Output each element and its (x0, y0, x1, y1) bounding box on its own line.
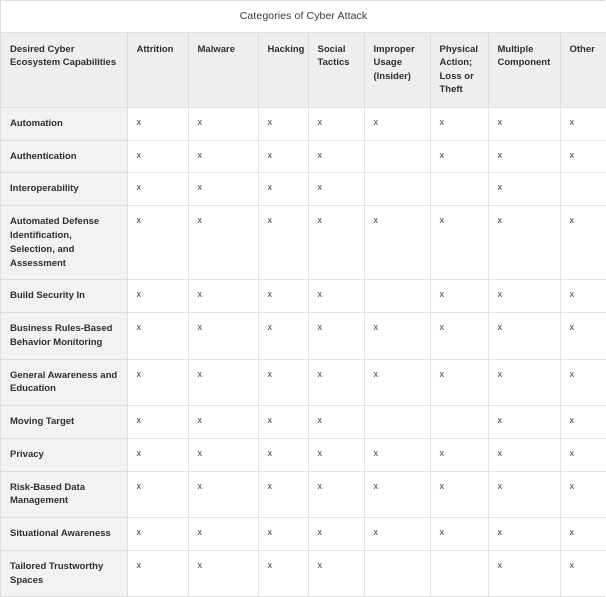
matrix-cell-marked (488, 406, 560, 439)
mark-x-icon: x (197, 368, 202, 379)
matrix-cell-marked (258, 406, 308, 439)
mark-x-icon: x (136, 322, 141, 333)
matrix-cell-marked (188, 313, 258, 360)
matrix-cell-marked (258, 140, 308, 173)
mark-x-icon: x (317, 116, 322, 127)
matrix-cell-marked (308, 471, 364, 518)
matrix-cell-marked (308, 438, 364, 471)
mark-x-icon: x (317, 149, 322, 160)
mark-x-icon: x (267, 559, 272, 570)
mark-x-icon: x (569, 289, 574, 300)
mark-x-icon: x (197, 527, 202, 538)
mark-x-icon: x (317, 322, 322, 333)
mark-x-icon: x (569, 215, 574, 226)
mark-x-icon: x (439, 527, 444, 538)
mark-x-icon: x (497, 215, 502, 226)
mark-x-icon: x (497, 149, 502, 160)
mark-x-icon: x (439, 116, 444, 127)
matrix-cell-marked (308, 359, 364, 406)
mark-x-icon: x (439, 447, 444, 458)
column-header-hacking: Hacking (258, 33, 308, 108)
matrix-cell-empty (430, 550, 488, 596)
mark-x-icon: x (267, 447, 272, 458)
mark-x-icon: x (497, 368, 502, 379)
row-header-moving-target: Moving Target (1, 406, 127, 439)
column-header-physical-action-loss-or-theft: Physical Action; Loss or Theft (430, 33, 488, 108)
matrix-cell-marked (430, 280, 488, 313)
matrix-cell-marked (308, 550, 364, 596)
row-header-risk-based-data-management: Risk-Based Data Management (1, 471, 127, 518)
matrix-cell-marked (308, 140, 364, 173)
matrix-cell-empty (364, 140, 430, 173)
mark-x-icon: x (497, 116, 502, 127)
matrix-cell-marked (364, 359, 430, 406)
matrix-cell-marked (127, 206, 188, 280)
matrix-cell-marked (188, 173, 258, 206)
matrix-cell-marked (127, 280, 188, 313)
matrix-cell-marked (127, 313, 188, 360)
column-header-malware: Malware (188, 33, 258, 108)
matrix-cell-marked (488, 471, 560, 518)
matrix-cell-empty (364, 280, 430, 313)
mark-x-icon: x (373, 480, 378, 491)
matrix-title-head (1, 1, 606, 33)
matrix-cell-marked (488, 140, 560, 173)
mark-x-icon: x (439, 149, 444, 160)
matrix-cell-marked (364, 107, 430, 140)
row-header-interoperability: Interoperability (1, 173, 127, 206)
matrix-cell-empty (430, 173, 488, 206)
mark-x-icon: x (267, 415, 272, 426)
matrix-cell-marked (188, 406, 258, 439)
matrix-title: Categories of Cyber Attack (1, 1, 606, 33)
matrix-cell-marked (560, 359, 606, 406)
mark-x-icon: x (497, 527, 502, 538)
matrix-cell-marked (258, 550, 308, 596)
mark-x-icon: x (197, 480, 202, 491)
mark-x-icon: x (267, 480, 272, 491)
matrix-cell-marked (430, 206, 488, 280)
table-row (1, 406, 606, 439)
matrix-cell-marked (188, 359, 258, 406)
matrix-cell-marked (430, 140, 488, 173)
matrix-cell-marked (560, 518, 606, 551)
matrix-cell-marked (364, 518, 430, 551)
matrix-cell-marked (488, 206, 560, 280)
mark-x-icon: x (317, 415, 322, 426)
matrix-cell-marked (488, 359, 560, 406)
matrix-cell-marked (188, 518, 258, 551)
mark-x-icon: x (197, 149, 202, 160)
matrix-column-header (1, 33, 606, 108)
matrix-cell-marked (560, 471, 606, 518)
matrix-cell-marked (308, 280, 364, 313)
mark-x-icon: x (197, 559, 202, 570)
matrix-cell-marked (258, 313, 308, 360)
mark-x-icon: x (569, 368, 574, 379)
matrix-cell-marked (560, 550, 606, 596)
mark-x-icon: x (136, 289, 141, 300)
row-header-situational-awareness: Situational Awareness (1, 518, 127, 551)
mark-x-icon: x (197, 447, 202, 458)
row-header-automated-defense-identification-selection-and-assessment: Automated Defense Identification, Selection, and Assessment (1, 206, 127, 280)
matrix-body (1, 107, 606, 596)
row-header-tailored-trustworthy-spaces: Tailored Trustworthy Spaces (1, 550, 127, 596)
mark-x-icon: x (439, 480, 444, 491)
matrix-cell-marked (188, 438, 258, 471)
mark-x-icon: x (497, 480, 502, 491)
mark-x-icon: x (439, 368, 444, 379)
mark-x-icon: x (317, 215, 322, 226)
matrix-cell-marked (430, 471, 488, 518)
column-header-improper-usage-insider: Improper Usage (Insider) (364, 33, 430, 108)
mark-x-icon: x (197, 116, 202, 127)
mark-x-icon: x (136, 527, 141, 538)
matrix-cell-empty (430, 406, 488, 439)
column-header-attrition: Attrition (127, 33, 188, 108)
row-header-column-title: Desired Cyber Ecosystem Capabilities (1, 33, 127, 108)
mark-x-icon: x (197, 322, 202, 333)
matrix-cell-marked (127, 438, 188, 471)
mark-x-icon: x (569, 559, 574, 570)
matrix-cell-marked (488, 518, 560, 551)
mark-x-icon: x (439, 322, 444, 333)
table-row (1, 107, 606, 140)
mark-x-icon: x (317, 289, 322, 300)
mark-x-icon: x (267, 215, 272, 226)
matrix-cell-empty (364, 173, 430, 206)
matrix-cell-marked (364, 313, 430, 360)
mark-x-icon: x (569, 447, 574, 458)
mark-x-icon: x (197, 415, 202, 426)
table-row (1, 206, 606, 280)
table-row (1, 471, 606, 518)
matrix-title-row (1, 1, 606, 33)
mark-x-icon: x (497, 415, 502, 426)
column-header-other: Other (560, 33, 606, 108)
matrix-cell-marked (560, 107, 606, 140)
matrix-cell-marked (258, 438, 308, 471)
mark-x-icon: x (197, 182, 202, 193)
mark-x-icon: x (136, 415, 141, 426)
row-header-build-security-in: Build Security In (1, 280, 127, 313)
matrix-cell-marked (560, 406, 606, 439)
matrix-cell-marked (308, 206, 364, 280)
matrix-cell-empty (560, 173, 606, 206)
matrix-cell-marked (560, 313, 606, 360)
mark-x-icon: x (267, 182, 272, 193)
matrix-cell-marked (258, 471, 308, 518)
matrix-cell-marked (488, 280, 560, 313)
mark-x-icon: x (317, 368, 322, 379)
mark-x-icon: x (497, 182, 502, 193)
matrix-cell-marked (308, 518, 364, 551)
mark-x-icon: x (317, 559, 322, 570)
mark-x-icon: x (569, 149, 574, 160)
matrix-cell-empty (364, 550, 430, 596)
row-header-automation: Automation (1, 107, 127, 140)
table-row (1, 280, 606, 313)
mark-x-icon: x (497, 289, 502, 300)
column-header-multiple-component: Multiple Component (488, 33, 560, 108)
mark-x-icon: x (136, 215, 141, 226)
matrix-cell-marked (308, 173, 364, 206)
mark-x-icon: x (373, 215, 378, 226)
matrix-cell-marked (188, 280, 258, 313)
mark-x-icon: x (317, 527, 322, 538)
mark-x-icon: x (267, 116, 272, 127)
mark-x-icon: x (136, 559, 141, 570)
table-row (1, 140, 606, 173)
matrix-cell-marked (258, 280, 308, 313)
row-header-business-rules-based-behavior-monitoring: Business Rules-Based Behavior Monitoring (1, 313, 127, 360)
matrix-cell-marked (127, 173, 188, 206)
mark-x-icon: x (317, 480, 322, 491)
mark-x-icon: x (136, 182, 141, 193)
mark-x-icon: x (569, 116, 574, 127)
matrix-cell-marked (188, 550, 258, 596)
matrix-cell-marked (258, 206, 308, 280)
matrix-cell-marked (560, 140, 606, 173)
mark-x-icon: x (373, 368, 378, 379)
mark-x-icon: x (439, 215, 444, 226)
matrix-cell-marked (488, 313, 560, 360)
mark-x-icon: x (569, 415, 574, 426)
matrix-cell-marked (127, 140, 188, 173)
matrix-cell-marked (430, 313, 488, 360)
mark-x-icon: x (136, 480, 141, 491)
mark-x-icon: x (569, 527, 574, 538)
column-header-social-tactics: Social Tactics (308, 33, 364, 108)
matrix-cell-marked (127, 471, 188, 518)
mark-x-icon: x (136, 368, 141, 379)
matrix-cell-marked (430, 107, 488, 140)
mark-x-icon: x (267, 527, 272, 538)
matrix-cell-marked (560, 206, 606, 280)
matrix-cell-marked (560, 438, 606, 471)
mark-x-icon: x (317, 447, 322, 458)
matrix-cell-marked (430, 518, 488, 551)
row-header-authentication: Authentication (1, 140, 127, 173)
matrix-cell-marked (258, 107, 308, 140)
mark-x-icon: x (373, 447, 378, 458)
matrix-cell-marked (488, 438, 560, 471)
cyber-attack-matrix-table (1, 1, 606, 596)
mark-x-icon: x (317, 182, 322, 193)
matrix-cell-marked (258, 359, 308, 406)
mark-x-icon: x (569, 322, 574, 333)
matrix-cell-marked (127, 406, 188, 439)
mark-x-icon: x (439, 289, 444, 300)
table-row (1, 518, 606, 551)
matrix-header-row (1, 33, 606, 108)
mark-x-icon: x (373, 527, 378, 538)
mark-x-icon: x (497, 322, 502, 333)
matrix-cell-marked (188, 140, 258, 173)
matrix-cell-marked (188, 206, 258, 280)
mark-x-icon: x (136, 116, 141, 127)
matrix-cell-marked (127, 107, 188, 140)
matrix-cell-marked (188, 107, 258, 140)
mark-x-icon: x (136, 149, 141, 160)
matrix-cell-marked (560, 280, 606, 313)
matrix-cell-marked (430, 359, 488, 406)
table-row (1, 438, 606, 471)
matrix-cell-marked (488, 173, 560, 206)
matrix-cell-marked (127, 550, 188, 596)
table-row (1, 173, 606, 206)
mark-x-icon: x (267, 368, 272, 379)
mark-x-icon: x (197, 215, 202, 226)
mark-x-icon: x (497, 447, 502, 458)
row-header-privacy: Privacy (1, 438, 127, 471)
matrix-cell-marked (308, 313, 364, 360)
mark-x-icon: x (373, 116, 378, 127)
mark-x-icon: x (373, 322, 378, 333)
matrix-cell-marked (308, 107, 364, 140)
matrix-cell-marked (258, 518, 308, 551)
mark-x-icon: x (136, 447, 141, 458)
matrix-cell-marked (258, 173, 308, 206)
mark-x-icon: x (197, 289, 202, 300)
matrix-cell-marked (488, 550, 560, 596)
mark-x-icon: x (267, 149, 272, 160)
matrix-cell-marked (364, 471, 430, 518)
matrix-cell-marked (188, 471, 258, 518)
table-row (1, 359, 606, 406)
mark-x-icon: x (497, 559, 502, 570)
matrix-cell-marked (364, 438, 430, 471)
matrix-cell-marked (430, 438, 488, 471)
table-row (1, 313, 606, 360)
mark-x-icon: x (267, 322, 272, 333)
matrix-cell-marked (364, 206, 430, 280)
mark-x-icon: x (267, 289, 272, 300)
matrix-cell-marked (308, 406, 364, 439)
matrix-cell-marked (127, 359, 188, 406)
mark-x-icon: x (569, 480, 574, 491)
table-row (1, 550, 606, 596)
matrix-cell-marked (127, 518, 188, 551)
row-header-general-awareness-and-education: General Awareness and Education (1, 359, 127, 406)
matrix-cell-marked (488, 107, 560, 140)
matrix-cell-empty (364, 406, 430, 439)
